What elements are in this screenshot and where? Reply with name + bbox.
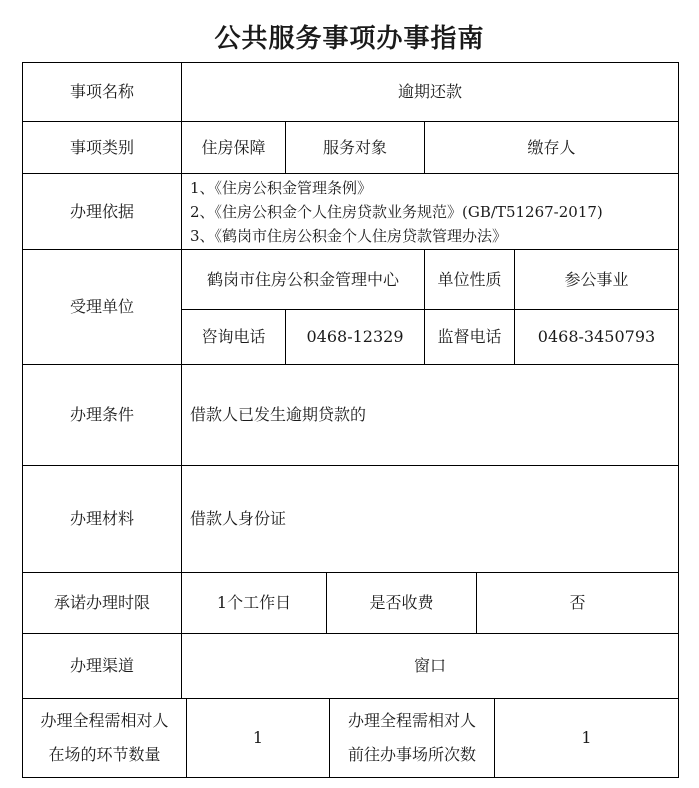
- label-item-category: 事项类别: [22, 121, 182, 174]
- label-onsite-steps: [22, 698, 187, 778]
- value-conditions: 借款人已发生逾期贷款的: [181, 364, 679, 466]
- label-service-target: 服务对象: [285, 121, 425, 174]
- value-item-category: 住房保障: [181, 121, 286, 174]
- label-unit-nature: 单位性质: [424, 249, 515, 310]
- label-accepting-unit: 受理单位: [22, 249, 182, 365]
- label-conditions: 办理条件: [22, 364, 182, 466]
- label-materials: 办理材料: [22, 465, 182, 573]
- value-supervision-phone: 0468-3450793: [514, 309, 679, 365]
- label-visit-count-line1: 办理全程需相对人: [347, 711, 476, 730]
- value-onsite-steps: 1: [186, 698, 330, 778]
- label-visit-count-line2: 前往办事场所次数: [347, 745, 476, 764]
- label-fee: 是否收费: [326, 572, 477, 634]
- label-channel: 办理渠道: [22, 633, 182, 699]
- value-materials: 借款人身份证: [181, 465, 679, 573]
- label-inquiry-phone: 咨询电话: [181, 309, 286, 365]
- label-supervision-phone: 监督电话: [424, 309, 515, 365]
- value-inquiry-phone: 0468-12329: [285, 309, 425, 365]
- value-visit-count: 1: [494, 698, 679, 778]
- basis-item-3: 3、《鹤岗市住房公积金个人住房贷款管理办法》: [190, 226, 508, 245]
- basis-item-2: 2、《住房公积金个人住房贷款业务规范》(GB/T51267-2017): [190, 202, 603, 221]
- label-item-name: 事项名称: [22, 62, 182, 122]
- value-legal-basis: [181, 173, 679, 250]
- label-legal-basis: 办理依据: [22, 173, 182, 250]
- value-channel: 窗口: [181, 633, 679, 699]
- value-unit-nature: 参公事业: [514, 249, 679, 310]
- label-time-limit: 承诺办理时限: [22, 572, 182, 634]
- label-onsite-steps-line1: 办理全程需相对人: [40, 711, 169, 730]
- value-fee: 否: [476, 572, 679, 634]
- value-accepting-unit: 鹤岗市住房公积金管理中心: [181, 249, 425, 310]
- label-visit-count: [329, 698, 495, 778]
- basis-item-1: 1、《住房公积金管理条例》: [190, 178, 373, 197]
- value-time-limit: 1个工作日: [181, 572, 327, 634]
- label-onsite-steps-line2: 在场的环节数量: [48, 745, 161, 764]
- value-service-target: 缴存人: [424, 121, 679, 174]
- value-item-name: 逾期还款: [181, 62, 679, 122]
- page-title: 公共服务事项办事指南: [214, 24, 485, 54]
